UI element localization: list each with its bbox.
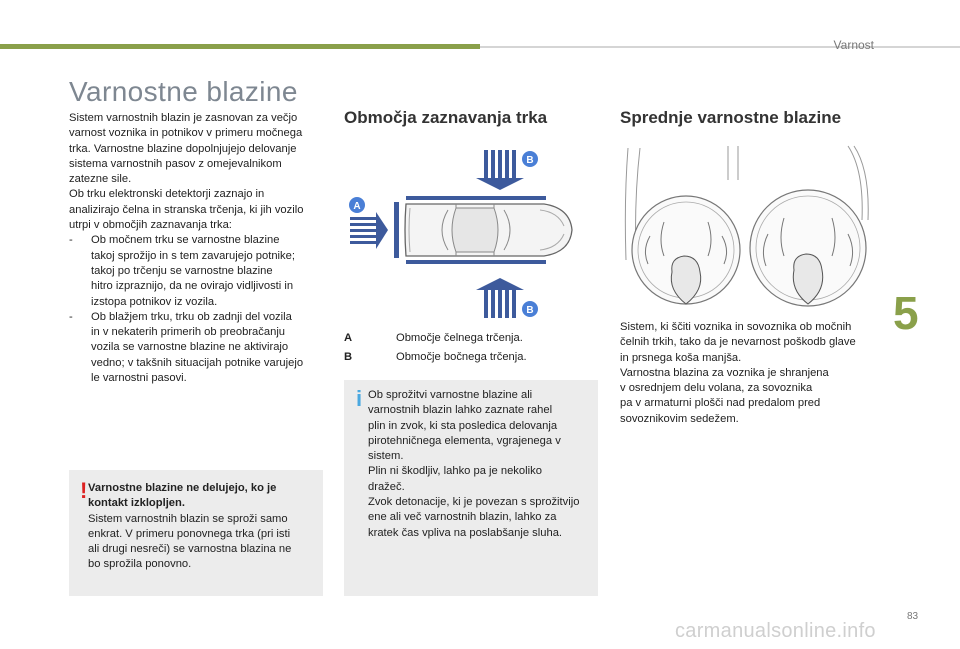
intro-line: zatezne sile.: [69, 173, 132, 186]
side-impact-arrow-bottom: [476, 278, 524, 318]
bullet-line: Ob blažjem trku, trku ob zadnji del vozila: [91, 310, 292, 323]
zones-heading: Območja zaznavanja trka: [344, 108, 548, 127]
front-airbags-line: pa v armaturni plošči nad predalom pred: [620, 397, 821, 410]
info-line: plin in zvok, ki sta posledica delovanja: [368, 419, 558, 432]
bullet-line: le varnostni pasovi.: [91, 372, 187, 385]
crash-zones-diagram: [344, 140, 594, 325]
bullet-line: in v nekaterih primerih ob preobračanju: [91, 326, 286, 339]
driver-airbag: [632, 196, 740, 304]
front-airbags-line: in prsnega koša manjša.: [620, 351, 742, 364]
side-zone-bar-bottom: [406, 260, 546, 264]
zones-legend: [344, 331, 594, 365]
info-line: ene ali več varnostnih blazin, lahko za: [368, 511, 557, 524]
bullet-line: Ob močnem trku se varnostne blazine: [91, 234, 280, 247]
info-icon: i: [356, 386, 363, 411]
intro-line: sistema varnostnih pasov z omejevalnikom: [69, 157, 282, 170]
info-line: dražeč.: [368, 480, 405, 493]
legend-row: [344, 331, 594, 346]
car-top-view: [405, 204, 572, 256]
warning-line: Sistem varnostnih blazin se sproži samo: [88, 512, 288, 525]
bullet-dash: -: [69, 310, 73, 323]
chapter-number: 5: [893, 287, 919, 339]
front-airbags-line: Varnostna blazina za voznika je shranjena: [620, 366, 829, 379]
intro-line: analizirajo čelna in stranska trčenja, ki jih vozilo: [69, 203, 304, 216]
info-line: Ob sprožitvi varnostne blazine ali: [368, 389, 533, 401]
side-impact-arrow-top: [476, 150, 524, 190]
warning-bold-line: Varnostne blazine ne delujejo, ko je: [88, 482, 277, 494]
intro-line: Ob trku elektronski detektorji zaznajo in: [69, 188, 265, 201]
watermark: carmanualsonline.info: [675, 620, 876, 642]
front-airbags-illustration: [620, 140, 870, 315]
front-airbags-heading: Sprednje varnostne blazine: [620, 108, 842, 127]
zone-b-label-bottom: B: [526, 305, 534, 316]
info-line: Zvok detonacije, ki je povezan s sprožitvijo: [368, 496, 580, 509]
section-label: Varnost: [833, 38, 874, 52]
info-note: [344, 380, 598, 596]
page-number: 83: [907, 611, 919, 622]
intro-text: [69, 111, 329, 386]
header-accent-bar: [0, 44, 480, 49]
zone-b-label-top: B: [526, 155, 534, 166]
legend-text: Območje čelnega trčenja.: [396, 332, 523, 344]
bullet-line: takoj po trčenju se varnostne blazine: [91, 264, 273, 277]
info-line: varnostnih blazin lahko zaznate rahel: [368, 404, 553, 417]
bullet-line: hitro izpraznijo, da ne ovirajo vidljivosti in: [91, 280, 294, 293]
legend-text: Območje bočnega trčenja.: [396, 351, 527, 363]
warning-note: [69, 470, 323, 596]
side-zone-bar-top: [406, 196, 546, 200]
intro-line: utrpi v območjih zaznavanja trka:: [69, 219, 232, 232]
legend-key: A: [344, 332, 353, 344]
warning-bold-line: kontakt izklopljen.: [88, 497, 185, 510]
info-note-text: [368, 388, 600, 541]
info-line: sistem.: [368, 450, 404, 463]
legend-key: B: [344, 351, 353, 363]
warning-icon: !: [80, 478, 88, 503]
info-line: Plin ni škodljiv, lahko pa je nekoliko: [368, 465, 542, 478]
intro-line: varnost voznika in potnikov v primeru močnega: [69, 127, 303, 140]
legend-row: [344, 350, 594, 365]
intro-line: trka. Varnostne blazine dopolnjujejo delovanje: [69, 142, 297, 155]
bullet-line: vozila se varnostne blazine ne aktivirajo: [91, 341, 289, 354]
bullet-line: takoj sprožijo in s tem zavarujejo potnike;: [91, 249, 295, 262]
front-zone-bar: [394, 202, 399, 258]
warning-line: ali drugi nesreči) se varnostna blazina ne: [88, 543, 292, 556]
bullet-item: [69, 310, 329, 386]
bullet-dash: -: [69, 234, 73, 247]
warning-note-text: [88, 481, 320, 573]
bullet-item: [69, 233, 329, 309]
front-airbags-line: Sistem, ki ščiti voznika in sovoznika ob močnih: [620, 321, 852, 333]
front-airbags-line: v osrednjem delu volana, za sovoznika: [620, 382, 813, 395]
zone-a-label: A: [353, 201, 361, 212]
front-airbags-line: čelnih trkih, tako da je nevarnost poškodb glave: [620, 336, 856, 349]
front-impact-arrow: [350, 212, 388, 249]
warning-line: enkrat. V primeru ponovnega trka (pri isti: [88, 527, 291, 540]
bullet-line: izstopa potnikov iz vozila.: [91, 295, 218, 308]
intro-line: Sistem varnostnih blazin je zasnovan za večjo: [69, 112, 298, 124]
info-line: kratek čas vpliva na poslabšanje sluha.: [368, 526, 563, 539]
passenger-airbag: [750, 190, 866, 306]
info-line: pirotehničnega elementa, vgrajenega v: [368, 434, 561, 447]
warning-line: bo sprožila ponovno.: [88, 558, 192, 571]
header-rule: [480, 46, 960, 48]
bullet-line: vedno; v takšnih situacijah potnike varujejo: [91, 356, 304, 369]
page-title: Varnostne blazine: [69, 76, 298, 107]
front-airbags-line: sovoznikovim sedežem.: [620, 412, 739, 425]
front-airbags-text: [620, 320, 882, 427]
